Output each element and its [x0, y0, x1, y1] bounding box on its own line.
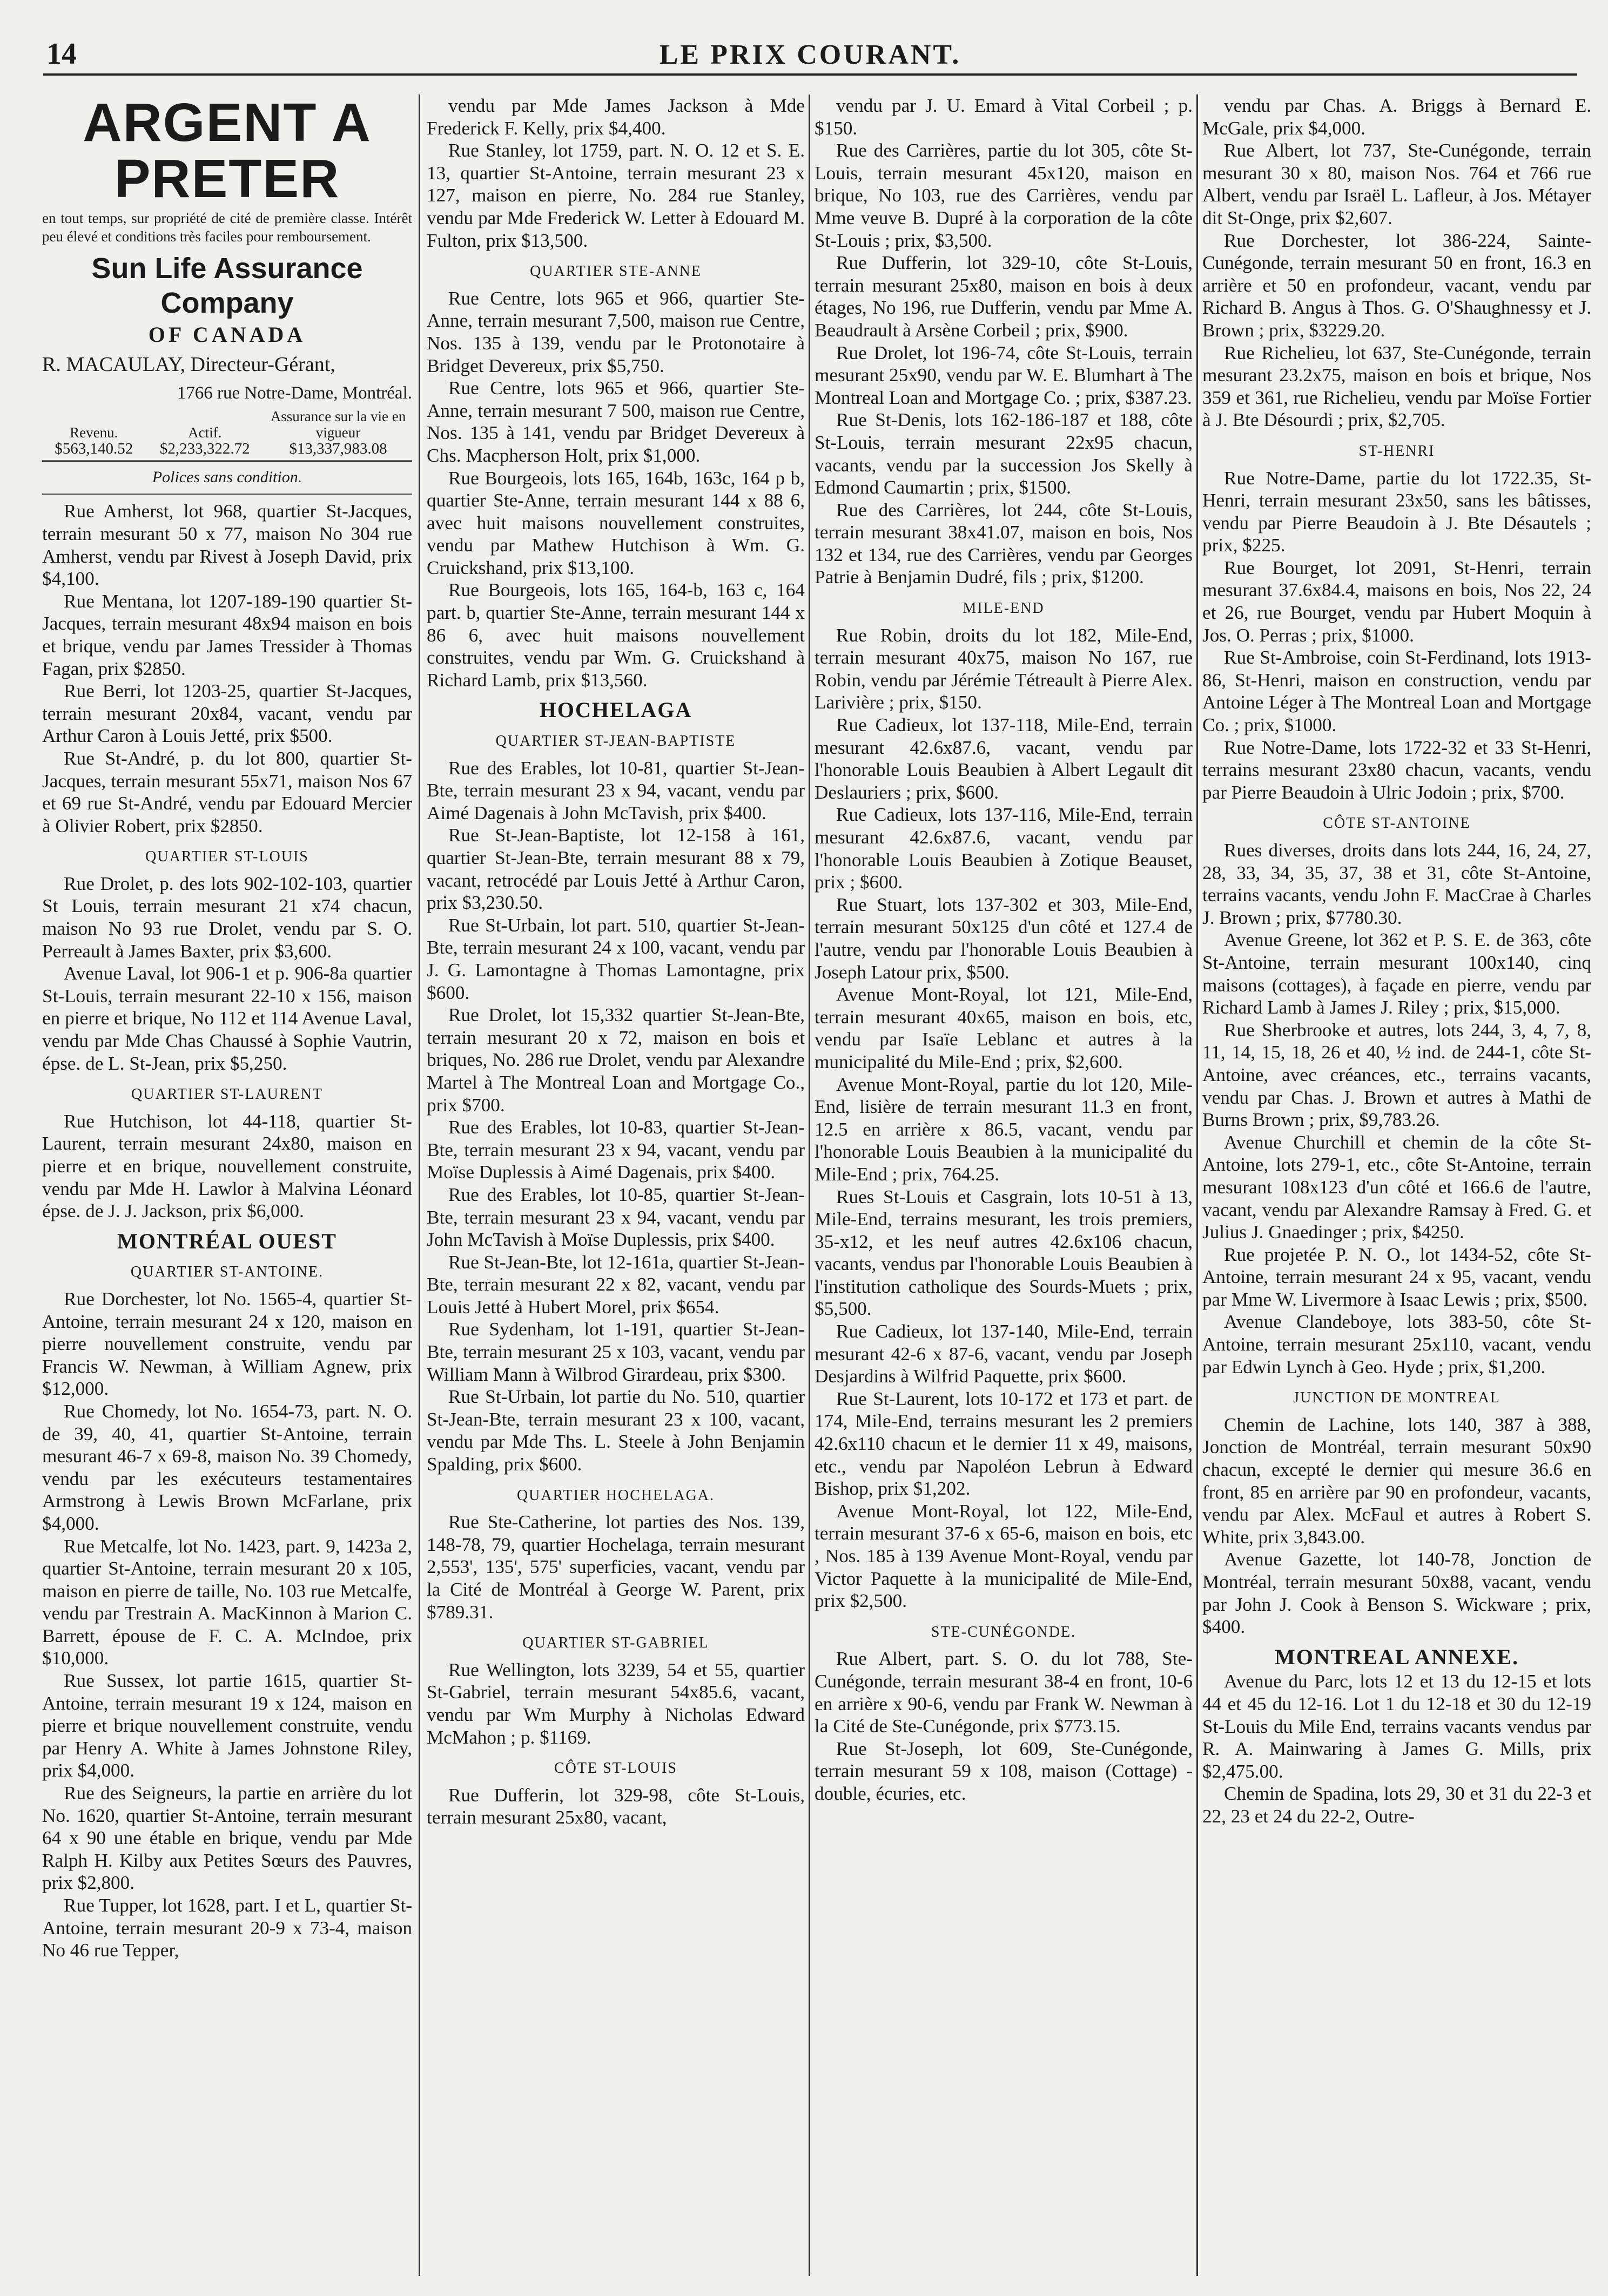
ad-table-header: Assurance sur la vie en vigueur [270, 408, 406, 441]
column-4 [1202, 94, 1591, 2276]
listing-paragraph: Rue Stanley, lot 1759, part. N. O. 12 et S. E. 13, quartier St-Antoine, terrain mesurant 23 x 127, maison en pierre, No. 284 rue Stanley, vendu par Mde Frederick W. Letter à Edouard M. Fulton, prix $13,500. [427, 140, 805, 251]
ad-policy-note: Polices sans condition. [152, 468, 302, 486]
listing-paragraph: Rue des Carrières, lot 244, côte St-Louis, terrain mesurant 38x41.07, maison en bois, Nos 132 et 134, rue des Carrières, vendu par Georges Patrie à Benjamin Dudré, fils ; prix, $1200. [815, 499, 1193, 588]
listing-paragraph: Rue Sherbrooke et autres, lots 244, 3, 4, 7, 8, 11, 14, 15, 18, 26 et 40, ½ ind. de 244-1, côte St-Antoine, avec créances, etc., terrains vacants, vendu par Chas. J. Brown et autres à Mathi de Burns Brown ; prix, $9,783.26. [1202, 1019, 1591, 1131]
section-heading: QUARTIER HOCHELAGA. [516, 1487, 715, 1504]
listing-paragraph: vendu par Mde James Jackson à Mde Frederick F. Kelly, prix $4,400. [427, 95, 805, 139]
listing-paragraph: Avenue Gazette, lot 140-78, Jonction de Montréal, terrain mesurant 50x88, vacant, vendu par John J. Cook à Benson S. Wickware ; prix, $400. [1202, 1549, 1591, 1638]
listing-paragraph: Rue Metcalfe, lot No. 1423, part. 9, 1423a 2, quartier St-Antoine, terrain mesurant 20 x 105, maison en pierre de taille, No. 103 rue Metcalfe, vendu par Trestrain A. MacKinnon à Marion C. Barrett, épouse de F. C. A. McIndoe, prix $10,000. [42, 1535, 412, 1669]
listing-paragraph: Rue Drolet, lot 15,332 quartier St-Jean-Bte, terrain mesurant 20 x 72, maison en bois et briques, No. 286 rue Drolet, vendu par Alexandre Martel à The Montreal Loan and Mortgage Co., prix $700. [427, 1004, 805, 1116]
listing-paragraph: Rue Notre-Dame, partie du lot 1722.35, St-Henri, terrain mesurant 23x50, sans les bâtisses, vendu par Pierre Beaudoin à J. Bte Désautels ; prix, $225. [1202, 467, 1591, 556]
listing-paragraph: Rue Bourgeois, lots 165, 164b, 163c, 164 p b, quartier Ste-Anne, terrain mesurant 144 x 88 6, avec huit maisons nouvellement construites, vendu par Mathew Hutchison à Wm. G. Cruickshand, prix $13,100. [427, 467, 805, 578]
listing-paragraph: Avenue Mont-Royal, lot 121, Mile-End, terrain mesurant 40x65, maison en bois, etc, vendu par Isaïe Leblanc et autres à la municipalité du Mile-End ; prix, $2,600. [815, 984, 1193, 1072]
listing-paragraph: Rue Ste-Catherine, lot parties des Nos. 139, 148-78, 79, quartier Hochelaga, terrain mesurant 2,553', 135', 575' superficies, vacant, vendu par la Cité de Montréal à George W. Parent, prix $789.31. [427, 1511, 805, 1623]
listing-paragraph: Rue Notre-Dame, lots 1722-32 et 33 St-Henri, terrains mesurant 23x80 chacun, vacants, vendu par Pierre Beaudoin à Ulric Jodoin ; prix, $700. [1202, 737, 1591, 803]
listing-paragraph: vendu par Chas. A. Briggs à Bernard E. McGale, prix $4,000. [1202, 95, 1591, 139]
listing-paragraph: Rue St-André, p. du lot 800, quartier St-Jacques, terrain mesurant 55x71, maison Nos 67 et 69 rue St-André, vendu par Edouard Mercier à Olivier Robert, prix $2850. [42, 747, 412, 836]
page-number: 14 [46, 37, 77, 71]
publication-title: LE PRIX COURANT. [659, 39, 961, 70]
listing-paragraph: Rue Centre, lots 965 et 966, quartier Ste-Anne, terrain mesurant 7 500, maison rue Centre, Nos. 135 à 141, vendu par Bridget Devereux à Chs. Macpherson Holt, prix $1,000. [427, 377, 805, 466]
ad-table-value: $13,337,983.08 [264, 441, 412, 461]
listing-paragraph: Avenue du Parc, lots 12 et 13 du 12-15 et lots 44 et 45 du 12-16. Lot 1 du 12-18 et 30 du 12-19 St-Louis du Mile End, terrains vacants vendus par R. A. Mainwaring à James G. Mills, prix $2,475.00. [1202, 1671, 1591, 1782]
listing-paragraph: Rue Stuart, lots 137-302 et 303, Mile-End, terrain mesurant 50x125 d'un côté et 127.4 de l'autre, vendu par l'honorable Louis Beaubien à Joseph Latour prix, $500. [815, 894, 1193, 983]
district-heading: MONTREAL ANNEXE. [1274, 1644, 1519, 1669]
listing-paragraph: Rue des Seigneurs, la partie en arrière du lot No. 1620, quartier St-Antoine, terrain mesurant 64 x 90 une étable en brique, vendu par Mde Ralph H. Kilby aux Petites Sœurs des Pauvres, prix $2,800. [42, 1782, 412, 1894]
page-header [43, 32, 1577, 76]
listing-paragraph: Avenue Clandeboye, lots 383-50, côte St-Antoine, terrain mesurant 25x110, vacant, vendu par Edwin Lynch à Geo. Hyde ; prix, $1,200. [1202, 1311, 1591, 1377]
listing-paragraph: Rue projetée P. N. O., lot 1434-52, côte St-Antoine, terrain mesurant 24 x 95, vacant, vendu par Mme W. Livermore à Isaac Lewis ; prix, $500. [1202, 1244, 1591, 1310]
listing-paragraph: Rue des Carrières, partie du lot 305, côte St-Louis, terrain mesurant 45x120, maison en brique, No 103, rue des Carrières, vendu par Mme veuve B. Dupré à la corporation de la côte St-Louis ; prix, $3,500. [815, 140, 1193, 251]
listing-paragraph: vendu par J. U. Emard à Vital Corbeil ; p. $150. [815, 95, 1193, 139]
listing-paragraph: Rue St-Denis, lots 162-186-187 et 188, côte St-Louis, terrain mesurant 22x95 chacun, vacants, vendu par la succession Jos Skelly à Edmond Caumartin ; prix, $1500. [815, 409, 1193, 498]
listing-paragraph: Avenue Laval, lot 906-1 et p. 906-8a quartier St-Louis, terrain mesurant 22-10 x 156, maison en pierre et brique, No 112 et 114 Avenue Laval, vendu par Mde Chas Chaussé à Sophie Vautrin, épse. de L. St-Jean, prix $5,250. [42, 963, 412, 1074]
listing-paragraph: Rue Richelieu, lot 637, Ste-Cunégonde, terrain mesurant 23.2x75, maison en bois et brique, Nos 359 et 361, rue Richelieu, vendu par Moïse Fortier à J. Bte Désourdi ; prix, $2,705. [1202, 342, 1591, 431]
section-heading: CÔTE ST-LOUIS [554, 1760, 677, 1777]
column-rule [1196, 94, 1198, 2276]
section-heading: QUARTIER ST-ANTOINE. [130, 1264, 324, 1281]
ad-figures-table [42, 408, 412, 462]
ad-company-subtitle: OF CANADA [148, 322, 306, 347]
listing-paragraph: Rues diverses, droits dans lots 244, 16, 24, 27, 28, 33, 34, 35, 37, 38 et 31, côte St-Antoine, terrains vacants, vendu John F. MacCrae à Charles J. Brown ; prix, $7780.30. [1202, 840, 1591, 928]
ad-table-header: Revenu. [70, 424, 118, 441]
listing-paragraph: Rue Drolet, p. des lots 902-102-103, quartier St Louis, terrain mesurant 21 x74 chacun, maison No 93 rue Drolet, vendu par S. O. Perreault à James Baxter, prix $3,600. [42, 873, 412, 962]
listing-paragraph: Avenue Mont-Royal, lot 122, Mile-End, terrain mesurant 37-6 x 65-6, maison en bois, etc , Nos. 185 à 139 Avenue Mont-Royal, vendu par Victor Paquette à la municipalité de Mile-End, prix $2,500. [815, 1500, 1193, 1612]
ad-director: R. MACAULAY, Directeur-Gérant, [42, 353, 335, 376]
listing-paragraph: Rue Sydenham, lot 1-191, quartier St-Jean-Bte, terrain mesurant 25 x 103, vacant, vendu par William Mann à Wilbrod Girardeau, prix $300. [427, 1319, 805, 1385]
section-heading: QUARTIER ST-LOUIS [145, 848, 309, 866]
listing-paragraph: Rue des Erables, lot 10-83, quartier St-Jean-Bte, terrain mesurant 23 x 94, vacant, vendu par Moïse Duplessis à Aimé Dagenais, prix $400. [427, 1117, 805, 1183]
listing-paragraph: Avenue Mont-Royal, partie du lot 120, Mile-End, lisière de terrain mesurant 11.3 en front, 12.5 en arrière x 86.5, vacant, vendu par l'honorable Louis Beaubien à la municipalité du Mile-End ; prix, 764.25. [815, 1073, 1193, 1185]
listing-paragraph: Rue Robin, droits du lot 182, Mile-End, terrain mesurant 40x75, maison No 167, rue Robin, vendu par Jérémie Tétreault à Pierre Alex. Larivière ; prix, $150. [815, 624, 1193, 713]
ad-title: ARGENT A PRETER [83, 94, 372, 209]
listing-paragraph: Rue St-Jean-Baptiste, lot 12-158 à 161, quartier St-Jean-Bte, terrain mesurant 88 x 79, vacant, retrocédé par Louis Jetté à Arthur Caron, prix $3,230.50. [427, 825, 805, 914]
listing-paragraph: Rue Cadieux, lot 137-118, Mile-End, terrain mesurant 42.6x87.6, vacant, vendu par l'honorable Louis Beaubien à Albert Legault dit Deslauriers ; prix, $600. [815, 714, 1193, 803]
listing-paragraph: Rue Bourget, lot 2091, St-Henri, terrain mesurant 37.6x84.4, maisons en bois, Nos 22, 24 et 26, rue Bourget, vendu par Hubert Moquin à Jos. O. Perras ; prix, $1000. [1202, 557, 1591, 646]
section-heading: QUARTIER STE-ANNE [530, 263, 702, 280]
section-heading: MILE-END [963, 600, 1045, 617]
listing-paragraph: Chemin de Spadina, lots 29, 30 et 31 du 22-3 et 22, 23 et 24 du 22-2, Outre- [1202, 1783, 1591, 1827]
column-1 [42, 94, 412, 2276]
listing-paragraph: Rues St-Louis et Casgrain, lots 10-51 à 13, Mile-End, terrains mesurant, les trois premiers, 35-x12, et les neuf autres 42.6x106 chacun, vacants, vendus par l'honorable Louis Beaubien à l'institution catholique des Sourds-Muets ; prix, $5,500. [815, 1186, 1193, 1320]
section-heading: STE-CUNÉGONDE. [931, 1623, 1077, 1640]
ad-company-name: Sun Life Assurance Company [91, 252, 363, 319]
listing-paragraph: Rue Dufferin, lot 329-10, côte St-Louis, terrain mesurant 25x80, maison en bois à deux étages, No 196, rue Dufferin, vendu par Mme A. Beaudrault à Arsène Corbeil ; prix, $900. [815, 252, 1193, 341]
section-heading: ST-HENRI [1358, 442, 1435, 460]
district-heading: MONTRÉAL OUEST [117, 1228, 337, 1253]
ad-intro: en tout temps, sur propriété de cité de première classe. Intérêt peu élevé et conditions très faciles pour remboursement. [42, 210, 412, 245]
listing-paragraph: Rue Cadieux, lot 137-140, Mile-End, terrain mesurant 42-6 x 87-6, vacant, vendu par Joseph Desjardins à Wilfrid Paquette, prix $600. [815, 1321, 1193, 1387]
listing-paragraph: Rue Wellington, lots 3239, 54 et 55, quartier St-Gabriel, terrain mesurant 54x85.6, vacant, vendu par Wm Murphy à Nicholas Edward McMahon ; p. $1169. [427, 1659, 805, 1748]
listing-paragraph: Rue Bourgeois, lots 165, 164-b, 163 c, 164 part. b, quartier Ste-Anne, terrain mesurant 144 x 86 6, avec huit maisons nouvellement construites, vendu par Wm. G. Cruickshand à Richard Lamb, prix $13,560. [427, 579, 805, 691]
listing-paragraph: Rue Amherst, lot 968, quartier St-Jacques, terrain mesurant 50 x 77, maison No 304 rue Amherst, vendu par Rivest à Joseph David, prix $4,100. [42, 501, 412, 590]
listing-paragraph: Rue St-Joseph, lot 609, Ste-Cunégonde, terrain mesurant 59 x 108, maison (Cottage) - double, écuries, etc. [815, 1738, 1193, 1804]
listing-paragraph: Rue Dorchester, lot 386-224, Sainte-Cunégonde, terrain mesurant 50 en front, 16.3 en arrière et 50 en profondeur, vacant, vendu par Richard B. Angus à Thos. G. O'Shaughnessy et J. Brown ; prix, $3229.20. [1202, 229, 1591, 341]
listing-paragraph: Rue St-Jean-Bte, lot 12-161a, quartier St-Jean-Bte, terrain mesurant 22 x 82, vacant, vendu par Louis Jetté à Hubert Morel, prix $654. [427, 1251, 805, 1318]
listing-paragraph: Rue St-Urbain, lot partie du No. 510, quartier St-Jean-Bte, terrain mesurant 23 x 100, vacant, vendu par Mde Ths. L. Steele à John Benjamin Spalding, prix $600. [427, 1386, 805, 1475]
listing-paragraph: Rue Chomedy, lot No. 1654-73, part. N. O. de 39, 40, 41, quartier St-Antoine, terrain mesurant 46-7 x 69-8, maison No. 39 Chomedy, vendu par les exécuteurs testamentaires Armstrong à Lewis Brown McFarlane, prix $4,000. [42, 1400, 412, 1534]
ad-address: 1766 rue Notre-Dame, Montréal. [177, 383, 412, 403]
listing-paragraph: Rue Cadieux, lots 137-116, Mile-End, terrain mesurant 42.6x87.6, vacant, vendu par l'honorable Louis Beaubien à Zotique Beauset, prix ; $600. [815, 804, 1193, 893]
listing-paragraph: Chemin de Lachine, lots 140, 387 à 388, Jonction de Montréal, terrain mesurant 50x90 chacun, excepté le dernier qui mesure 36.6 en front, 85 en arrière par 90 en profondeur, vacants, vendu par Alex. McFaul et autres à Robert S. White, prix 3,843.00. [1202, 1414, 1591, 1548]
section-heading: QUARTIER ST-LAURENT [131, 1086, 323, 1103]
section-heading: CÔTE ST-ANTOINE [1323, 815, 1471, 832]
listing-paragraph: Rue St-Laurent, lots 10-172 et 173 et part. de 174, Mile-End, terrains mesurant les 2 premiers 42.6x110 chacun et le dernier 11 x 49, maisons, etc., vendu par Napoléon Lebrun à Edward Bishop, prix $1,202. [815, 1388, 1193, 1500]
listing-paragraph: Rue St-Urbain, lot part. 510, quartier St-Jean-Bte, terrain mesurant 24 x 100, vacant, vendu par J. G. Lamontagne à Thomas Lamontagne, prix $600. [427, 914, 805, 1003]
ad-table-header: Actif. [188, 424, 222, 441]
section-heading: JUNCTION DE MONTREAL [1293, 1389, 1501, 1407]
listing-paragraph: Rue Albert, part. S. O. du lot 788, Ste-Cunégonde, terrain mesurant 38-4 en front, 10-6 en arrière x 90-6, vendu par Frank W. Newman à la Cité de Ste-Cunégonde, prix $773.15. [815, 1648, 1193, 1737]
section-heading: QUARTIER ST-GABRIEL [522, 1635, 709, 1652]
listing-paragraph: Rue St-Ambroise, coin St-Ferdinand, lots 1913-86, St-Henri, maison en construction, vendu par Antoine Léger à The Montreal Loan and Mortgage Co. ; prix, $1000. [1202, 647, 1591, 736]
column-3 [815, 94, 1193, 2276]
listing-paragraph: Avenue Churchill et chemin de la côte St-Antoine, lots 279-1, etc., côte St-Antoine, terrain mesurant 108x123 d'un côté et 166.6 de l'autre, vacant, vendu par Alexandre Ramsay à Fred. G. et Julius J. Gnaedinger ; prix, $4250. [1202, 1131, 1591, 1243]
column-2 [427, 94, 805, 2276]
divider [42, 494, 412, 495]
column-rule [809, 94, 810, 2276]
listing-paragraph: Rue Centre, lots 965 et 966, quartier Ste-Anne, terrain mesurant 7,500, maison rue Centre, Nos. 135 à 139, vendu par le Protonotaire à Bridget Devereux, prix $5,750. [427, 287, 805, 376]
advertisement-box [42, 94, 412, 488]
listing-paragraph: Rue Hutchison, lot 44-118, quartier St-Laurent, terrain mesurant 24x80, maison en pierre et en brique, nouvellement construite, vendu par Mde H. Lawlor à Malvina Léonard épse. de J. J. Jackson, prix $6,000. [42, 1110, 412, 1222]
listing-paragraph: Rue Tupper, lot 1628, part. I et L, quartier St-Antoine, terrain mesurant 20-9 x 73-4, maison No 46 rue Tepper, [42, 1895, 412, 1961]
section-heading: QUARTIER ST-JEAN-BAPTISTE [495, 733, 736, 750]
district-heading: HOCHELAGA [539, 698, 692, 722]
listing-paragraph: Avenue Greene, lot 362 et P. S. E. de 363, côte St-Antoine, terrain mesurant 100x140, cinq maisons (cottages), à façade en pierre, vendu par Richard Lamb à James J. Riley ; prix, $15,000. [1202, 929, 1591, 1018]
listing-paragraph: Rue des Erables, lot 10-81, quartier St-Jean-Bte, terrain mesurant 23 x 94, vacant, vendu par Aimé Dagenais à John McTavish, prix $400. [427, 757, 805, 823]
listing-paragraph: Rue Dufferin, lot 329-98, côte St-Louis, terrain mesurant 25x80, vacant, [427, 1784, 805, 1828]
listing-paragraph: Rue des Erables, lot 10-85, quartier St-Jean-Bte, terrain mesurant 23 x 94, vacant, vendu par John McTavish à Moïse Duplessis, prix $400. [427, 1184, 805, 1251]
listing-paragraph: Rue Drolet, lot 196-74, côte St-Louis, terrain mesurant 25x90, vendu par W. E. Blumhart à The Montreal Loan and Mortgage Co. ; prix, $387.23. [815, 342, 1193, 408]
ad-table-value: $563,140.52 [42, 441, 146, 461]
listing-paragraph: Rue Mentana, lot 1207-189-190 quartier St-Jacques, terrain mesurant 48x94 maison en bois et brique, vendu par James Tressider à Thomas Fagan, prix $2850. [42, 590, 412, 679]
ad-table-value: $2,233,322.72 [146, 441, 264, 461]
listing-paragraph: Rue Albert, lot 737, Ste-Cunégonde, terrain mesurant 30 x 80, maison Nos. 764 et 766 rue Albert, vendu par Israël L. Lafleur, à Jos. Métayer dit St-Onge, prix $2,607. [1202, 140, 1591, 228]
listing-paragraph: Rue Sussex, lot partie 1615, quartier St-Antoine, terrain mesurant 19 x 124, maison en pierre et brique nouvellement construite, vendu par Henry A. White à James Johnstone Riley, prix $4,000. [42, 1670, 412, 1781]
listing-paragraph: Rue Dorchester, lot No. 1565-4, quartier St-Antoine, terrain mesurant 24 x 120, maison en pierre nouvellement construite, vendu par Francis W. Newman, à William Agnew, prix $12,000. [42, 1288, 412, 1400]
column-rule [419, 94, 420, 2276]
listing-paragraph: Rue Berri, lot 1203-25, quartier St-Jacques, terrain mesurant 20x84, vacant, vendu par Arthur Caron à Louis Jetté, prix $500. [42, 680, 412, 747]
